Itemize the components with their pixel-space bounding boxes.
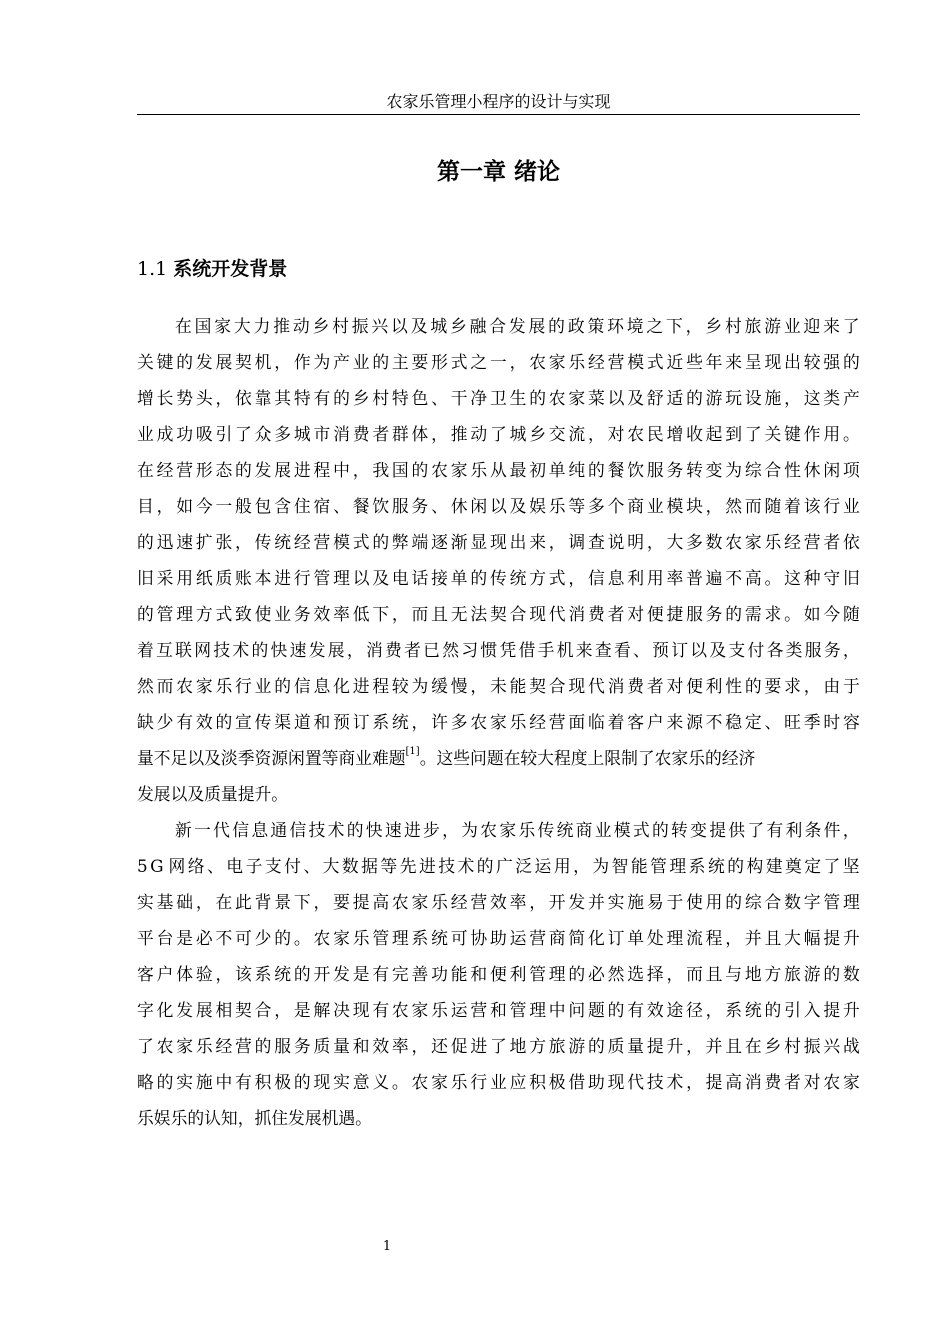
paragraph-last-line: 乐娱乐的认知，抓住发展机遇。 xyxy=(137,1108,372,1128)
header-rule xyxy=(137,114,860,115)
paragraph-line-with-citation xyxy=(137,744,860,780)
section-title: 系统开发背景 xyxy=(173,258,288,280)
page-number: 1 xyxy=(382,1239,392,1254)
paragraph-line: 新 一 代 信 息 通 信 技 术 的 快 速 进 步 ， 为 农 家 乐 传 统 商 业 模 式 的 转 变 提 供 了 有 利 条 件 ， xyxy=(175,820,860,840)
section-number: 1.1 xyxy=(137,258,168,280)
paragraph-line: 增 长 势 头 ， 依 靠 其 特 有 的 乡 村 特 色 、 干 净 卫 生 的 农 家 菜 以 及 舒 适 的 游 玩 设 施 ， 这 类 产 xyxy=(137,388,860,408)
paragraph-line: 在 经 营 形 态 的 发 展 进 程 中 ， 我 国 的 农 家 乐 从 最 初 单 纯 的 餐 饮 服 务 转 变 为 综 合 性 休 闲 项 xyxy=(137,460,860,480)
paragraph-line: 旧 采 用 纸 质 账 本 进 行 管 理 以 及 电 话 接 单 的 传 统 方 式 ， 信 息 利 用 率 普 遍 不 高 。 这 种 守 旧 xyxy=(137,568,860,588)
paragraph-line: 然 而 农 家 乐 行 业 的 信 息 化 进 程 较 为 缓 慢 ， 未 能 契 合 现 代 消 费 者 对 便 利 性 的 要 求 ， 由 于 xyxy=(137,676,860,696)
paragraph-line: 着 互 联 网 技 术 的 快 速 发 展 ， 消 费 者 已 然 习 惯 凭 借 手 机 来 查 看 、 预 订 以 及 支 付 各 类 服 务 ， xyxy=(137,640,860,660)
paragraph-line: 的 迅 速 扩 张 ， 传 统 经 营 模 式 的 弊 端 逐 渐 显 现 出 来 ， 调 查 说 明 ， 大 多 数 农 家 乐 经 营 者 依 xyxy=(137,532,860,552)
paragraph-line: 关 键 的 发 展 契 机 ， 作 为 产 业 的 主 要 形 式 之 一 ， 农 家 乐 经 营 模 式 近 些 年 来 呈 现 出 较 强 的 xyxy=(137,352,860,372)
chapter-title: 第一章 绪论 xyxy=(436,159,560,185)
paragraph-line: 略 的 实 施 中 有 积 极 的 现 实 意 义 。 农 家 乐 行 业 应 积 极 借 助 现 代 技 术 ， 提 高 消 费 者 对 农 家 xyxy=(137,1072,860,1092)
paragraph-line: 字 化 发 展 相 契 合 ， 是 解 决 现 有 农 家 乐 运 营 和 管 理 中 问 题 的 有 效 途 径 ， 系 统 的 引 入 提 升 xyxy=(137,1000,860,1020)
paragraph-line: 实 基 础 ， 在 此 背 景 下 ， 要 提 高 农 家 乐 经 营 效 率 ， 开 发 并 实 施 易 于 使 用 的 综 合 数 字 管 理 xyxy=(137,892,860,912)
citation-text-before: 量不足以及淡季资源闲置等商业难题 xyxy=(137,748,406,768)
citation-reference: [1] xyxy=(405,746,420,757)
paragraph-last-line: 发展以及质量提升。 xyxy=(137,784,289,804)
paragraph-line: 的 管 理 方 式 致 使 业 务 效 率 低 下 ， 而 且 无 法 契 合 现 代 消 费 者 对 便 捷 服 务 的 需 求 。 如 今 随 xyxy=(137,604,860,624)
citation-text-after: 。这些问题在较大程度上限制了农家乐的经济 xyxy=(419,748,756,768)
paragraph-line: 目 ， 如 今 一 般 包 含 住 宿 、 餐 饮 服 务 、 休 闲 以 及 娱 乐 等 多 个 商 业 模 块 ， 然 而 随 着 该 行 业 xyxy=(137,496,860,516)
paragraph-line: 了 农 家 乐 经 营 的 服 务 质 量 和 效 率 ， 还 促 进 了 地 方 旅 游 的 质 量 提 升 ， 并 且 在 乡 村 振 兴 战 xyxy=(137,1036,860,1056)
paragraph-line: 5 G 网 络 、 电 子 支 付 、 大 数 据 等 先 进 技 术 的 广 泛 运 用 ， 为 智 能 管 理 系 统 的 构 建 奠 定 了 坚 xyxy=(137,856,860,876)
paragraph-line: 业 成 功 吸 引 了 众 多 城 市 消 费 者 群 体 ， 推 动 了 城 乡 交 流 ， 对 农 民 增 收 起 到 了 关 键 作 用 。 xyxy=(137,424,860,444)
paragraph-line: 平 台 是 必 不 可 少 的 。 农 家 乐 管 理 系 统 可 协 助 运 营 商 简 化 订 单 处 理 流 程 ， 并 且 大 幅 提 升 xyxy=(137,928,860,948)
paragraph-line: 在 国 家 大 力 推 动 乡 村 振 兴 以 及 城 乡 融 合 发 展 的 政 策 环 境 之 下 ， 乡 村 旅 游 业 迎 来 了 xyxy=(175,316,860,336)
running-header: 农家乐管理小程序的设计与实现 xyxy=(386,92,611,111)
paragraph-line: 缺 少 有 效 的 宣 传 渠 道 和 预 订 系 统 ， 许 多 农 家 乐 经 营 面 临 着 客 户 来 源 不 稳 定 、 旺 季 时 容 xyxy=(137,712,860,732)
paragraph-line: 客 户 体 验 ， 该 系 统 的 开 发 是 有 完 善 功 能 和 便 利 管 理 的 必 然 选 择 ， 而 且 与 地 方 旅 游 的 数 xyxy=(137,964,860,984)
section-heading xyxy=(137,255,287,283)
body-text xyxy=(137,312,860,1140)
